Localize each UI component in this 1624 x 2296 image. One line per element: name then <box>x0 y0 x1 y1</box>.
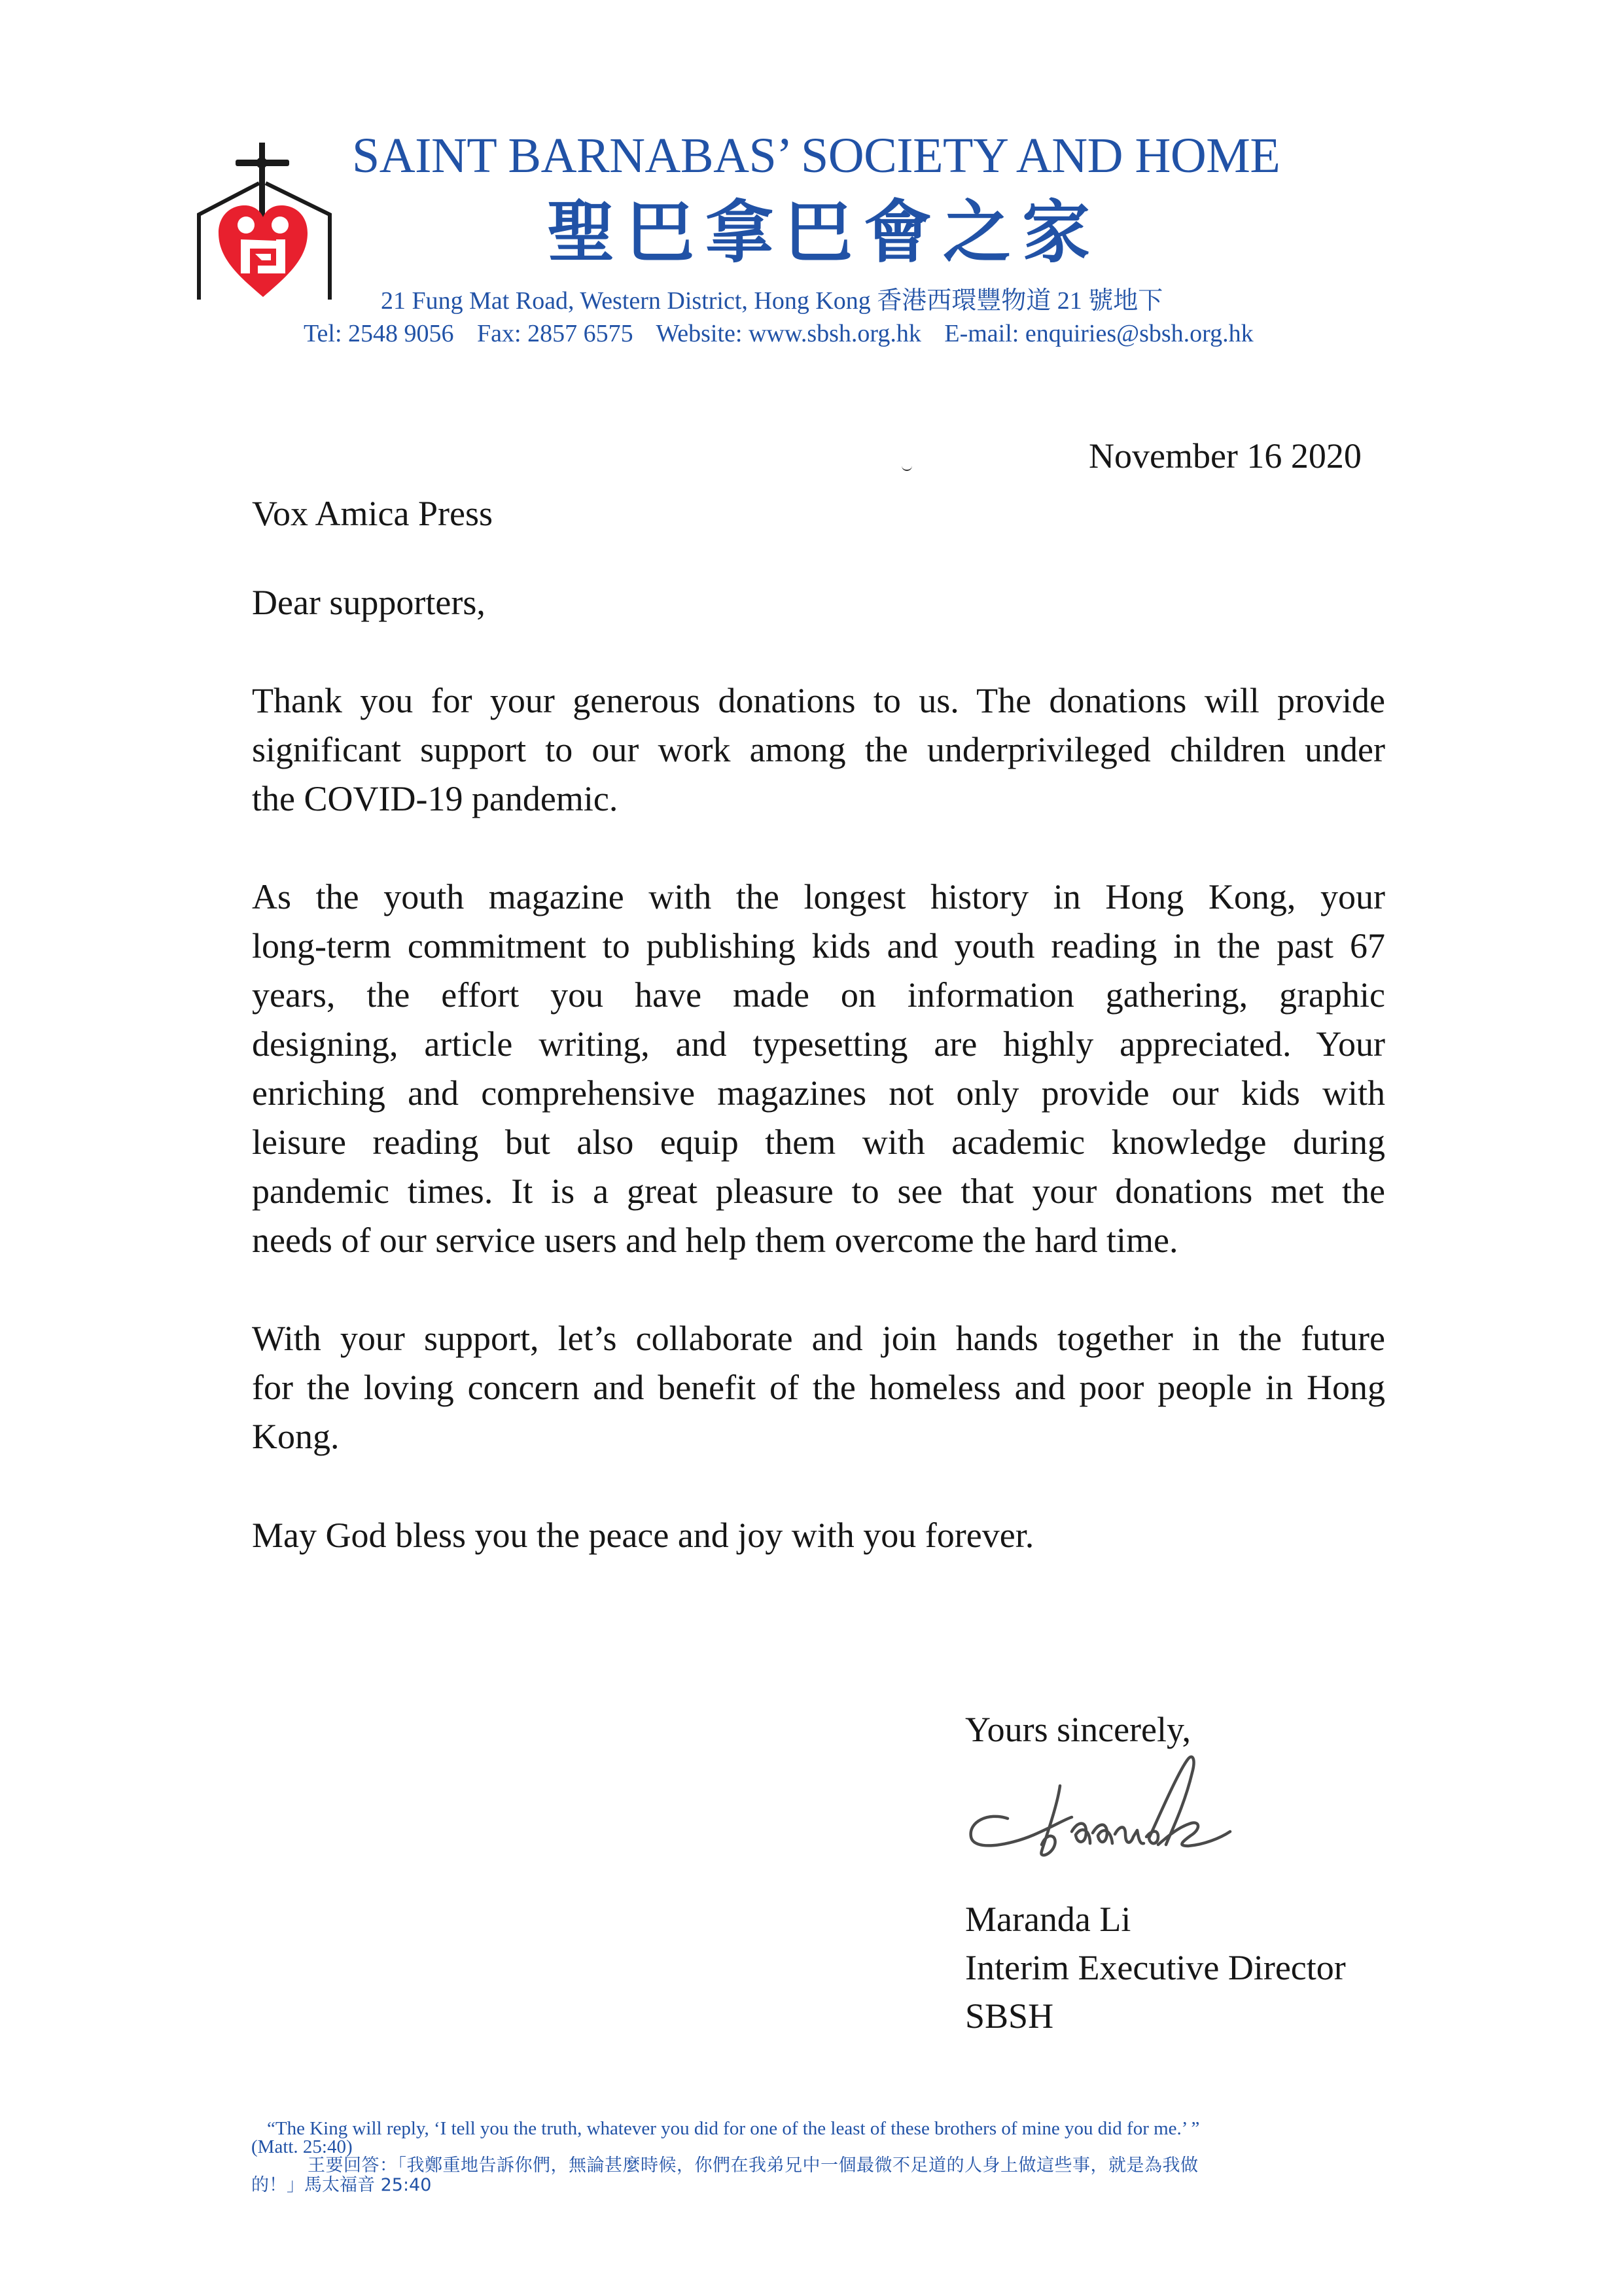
paragraph-line: pandemic times. It is a great pleasure to see that your donations met the <box>252 1172 1385 1211</box>
body-paragraph-3 <box>252 1314 1385 1461</box>
signature-stroke <box>971 1757 1230 1855</box>
signer-name: Maranda Li <box>965 1900 1131 1939</box>
paragraph-line: Kong. <box>252 1417 340 1456</box>
contact-line <box>304 319 1254 348</box>
paragraph-line: designing, article writing, and typesetting are highly appreciated. Your <box>252 1024 1385 1064</box>
telephone-number: Tel: 2548 9056 <box>304 320 454 347</box>
letter-date: November 16 2020 <box>1089 436 1362 476</box>
heart-shape <box>219 205 308 297</box>
cross-horizontal <box>236 160 289 166</box>
organization-address: 21 Fung Mat Road, Western District, Hong Kong 香港西環豐物道 21 號地下 <box>381 287 1163 315</box>
letter-recipient: Vox Amica Press <box>252 494 493 533</box>
paragraph-line: the COVID-19 pandemic. <box>252 779 618 818</box>
organization-logo-icon <box>194 143 338 306</box>
footer-verse-chinese-line-1: 王要回答：「我鄭重地告訴你們，無論甚麼時候，你們在我弟兄中一個最微不足道的人身上做這些事，就是為我做 <box>308 2155 1199 2176</box>
body-paragraph-1 <box>252 676 1385 824</box>
body-paragraph-2 <box>252 873 1385 1265</box>
paragraph-line: significant support to our work among the underprivileged children under <box>252 730 1385 769</box>
organization-name-chinese: 聖巴拿巴會之家 <box>547 192 1102 272</box>
paragraph-line: With your support, let’s collaborate and join hands together in the future <box>252 1319 1385 1358</box>
letter-salutation: Dear supporters, <box>252 583 485 622</box>
paragraph-line: leisure reading but also equip them with academic knowledge during <box>252 1122 1385 1162</box>
closing-blessing: May God bless you the peace and joy with you forever. <box>252 1516 1034 1555</box>
figure-head-left <box>238 217 255 234</box>
paragraph-line: needs of our service users and help them overcome the hard time. <box>252 1221 1178 1260</box>
footer-verse-chinese-line-2: 的！」馬太福音 25:40 <box>251 2175 432 2195</box>
paragraph-line: long-term commitment to publishing kids and youth reading in the past 67 <box>252 926 1385 965</box>
footer-verse-reference: (Matt. 25:40) <box>251 2136 353 2157</box>
signer-organization: SBSH <box>965 1996 1054 2036</box>
cross-vertical <box>259 143 265 218</box>
paragraph-line: years, the effort you have made on information gathering, graphic <box>252 975 1385 1015</box>
scan-artifact-mark <box>902 466 912 471</box>
paragraph-line: As the youth magazine with the longest history in Hong Kong, your <box>252 877 1385 916</box>
handwritten-signature-icon <box>962 1747 1237 1871</box>
footer-verse-english: “The King will reply, ‘I tell you the truth, whatever you did for one of the least of these brothers of mine you did for me.’ ” <box>267 2118 1200 2139</box>
figure-head-right <box>272 217 289 234</box>
signer-title: Interim Executive Director <box>965 1948 1346 1987</box>
website-link[interactable]: Website: www.sbsh.org.hk <box>656 320 921 347</box>
paragraph-line: for the loving concern and benefit of the homeless and poor people in Hong <box>252 1368 1385 1407</box>
fax-number: Fax: 2857 6575 <box>477 320 633 347</box>
paragraph-line: enriching and comprehensive magazines not only provide our kids with <box>252 1073 1385 1113</box>
paragraph-line: Thank you for your generous donations to us. The donations will provide <box>252 681 1385 720</box>
organization-name-english: SAINT BARNABAS’ SOCIETY AND HOME <box>352 128 1280 183</box>
email-link[interactable]: E-mail: enquiries@sbsh.org.hk <box>944 320 1254 347</box>
valediction: Yours sincerely, <box>965 1710 1191 1749</box>
